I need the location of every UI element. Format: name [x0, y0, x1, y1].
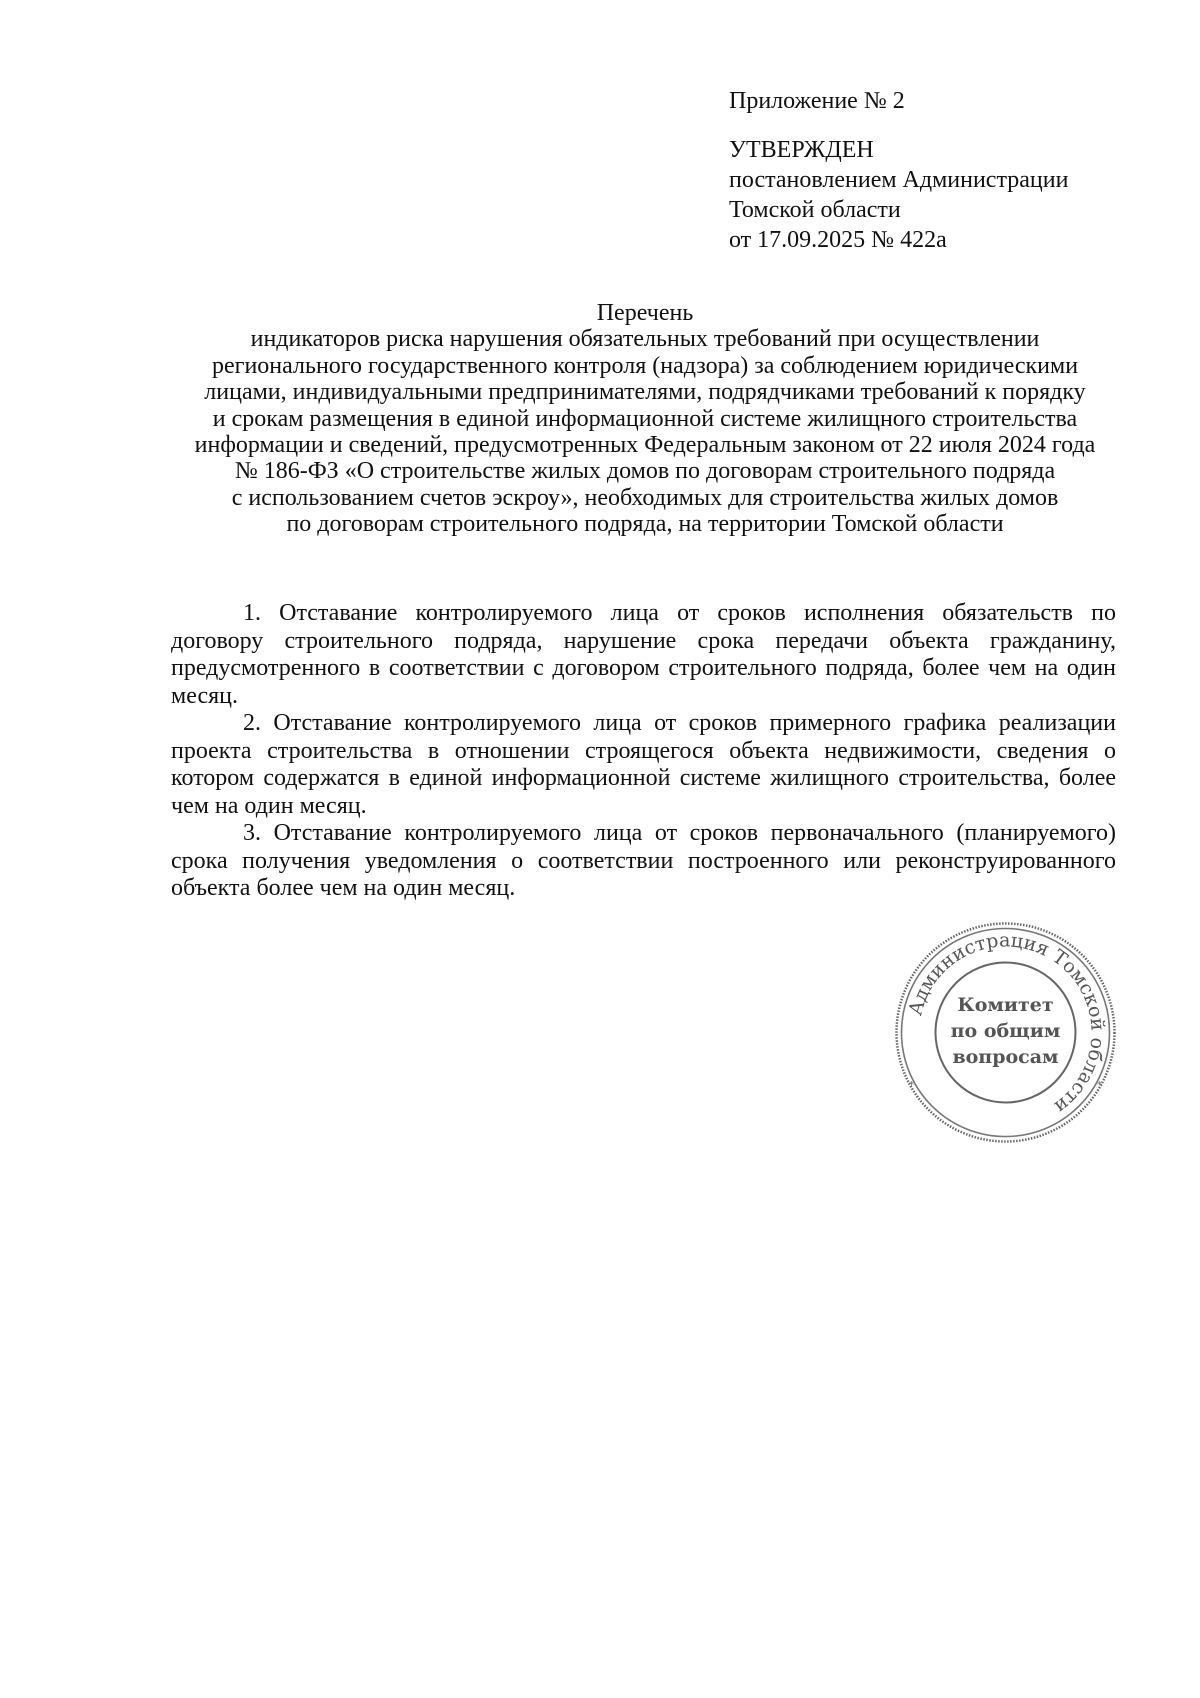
approved-label: УТВЕРЖДЕН	[729, 137, 874, 163]
title-line: по договорам строительного подряда, на территории Томской области	[286, 511, 1004, 538]
title-line: индикаторов риска нарушения обязательных требований при осуществлении	[250, 326, 1040, 353]
document-title	[150, 300, 1140, 538]
appendix-number: Приложение № 2	[729, 88, 905, 114]
title-line: регионального государственного контроля (надзора) за соблюдением юридическими	[211, 352, 1079, 379]
indicator-item-3: 3. Отставание контролируемого лица от сроков первоначального (планируемого) срока получения уведомления о соответствии построенного или реконструированного объекта более чем на один месяц.	[171, 820, 1116, 901]
title-heading: Перечень	[596, 300, 694, 326]
appendix-block	[729, 86, 1149, 255]
svg-text:*: *	[909, 1080, 914, 1091]
indicator-item-2: 2. Отставание контролируемого лица от сроков примерного графика реализации проекта строительства в отношении строящегося объекта недвижимости, сведения о котором содержатся в единой информационной системе жилищного строительства, более чем на один месяц.	[171, 710, 1116, 819]
approval-line: постановлением Администрации	[729, 167, 1069, 193]
stamp-ring-text: Администрация Томской области	[904, 929, 1109, 1118]
indicator-item-1: 1. Отставание контролируемого лица от сроков исполнения обязательств по договору строительного подряда, нарушение срока передачи объекта гражданину, предусмотренного в соответствии с договором строительного подряда, более чем на один месяц.	[171, 600, 1116, 709]
stamp-center-text	[893, 992, 1118, 1070]
title-line: лицами, индивидуальными предпринимателями, подрядчиками требований к порядку	[204, 379, 1086, 406]
svg-text:*: *	[1097, 1080, 1102, 1091]
stamp-center-line: Комитет	[957, 994, 1054, 1016]
indicator-list	[171, 600, 1116, 903]
approval-line: Томской области	[729, 197, 901, 223]
title-line: и срокам размещения в единой информационной системе жилищного строительства	[212, 405, 1078, 432]
title-line: № 186-ФЗ «О строительстве жилых домов по договорам строительного подряда	[234, 458, 1056, 485]
approval-date: от 17.09.2025 № 422а	[729, 227, 947, 253]
stamp-center-line: по общим	[950, 1020, 1061, 1042]
title-line: с использованием счетов эскроу», необходимых для строительства жилых домов	[231, 484, 1059, 511]
stamp-center-line: вопросам	[952, 1046, 1059, 1068]
official-stamp	[893, 920, 1118, 1145]
title-line: информации и сведений, предусмотренных Федеральным законом от 22 июля 2024 года	[194, 432, 1096, 459]
